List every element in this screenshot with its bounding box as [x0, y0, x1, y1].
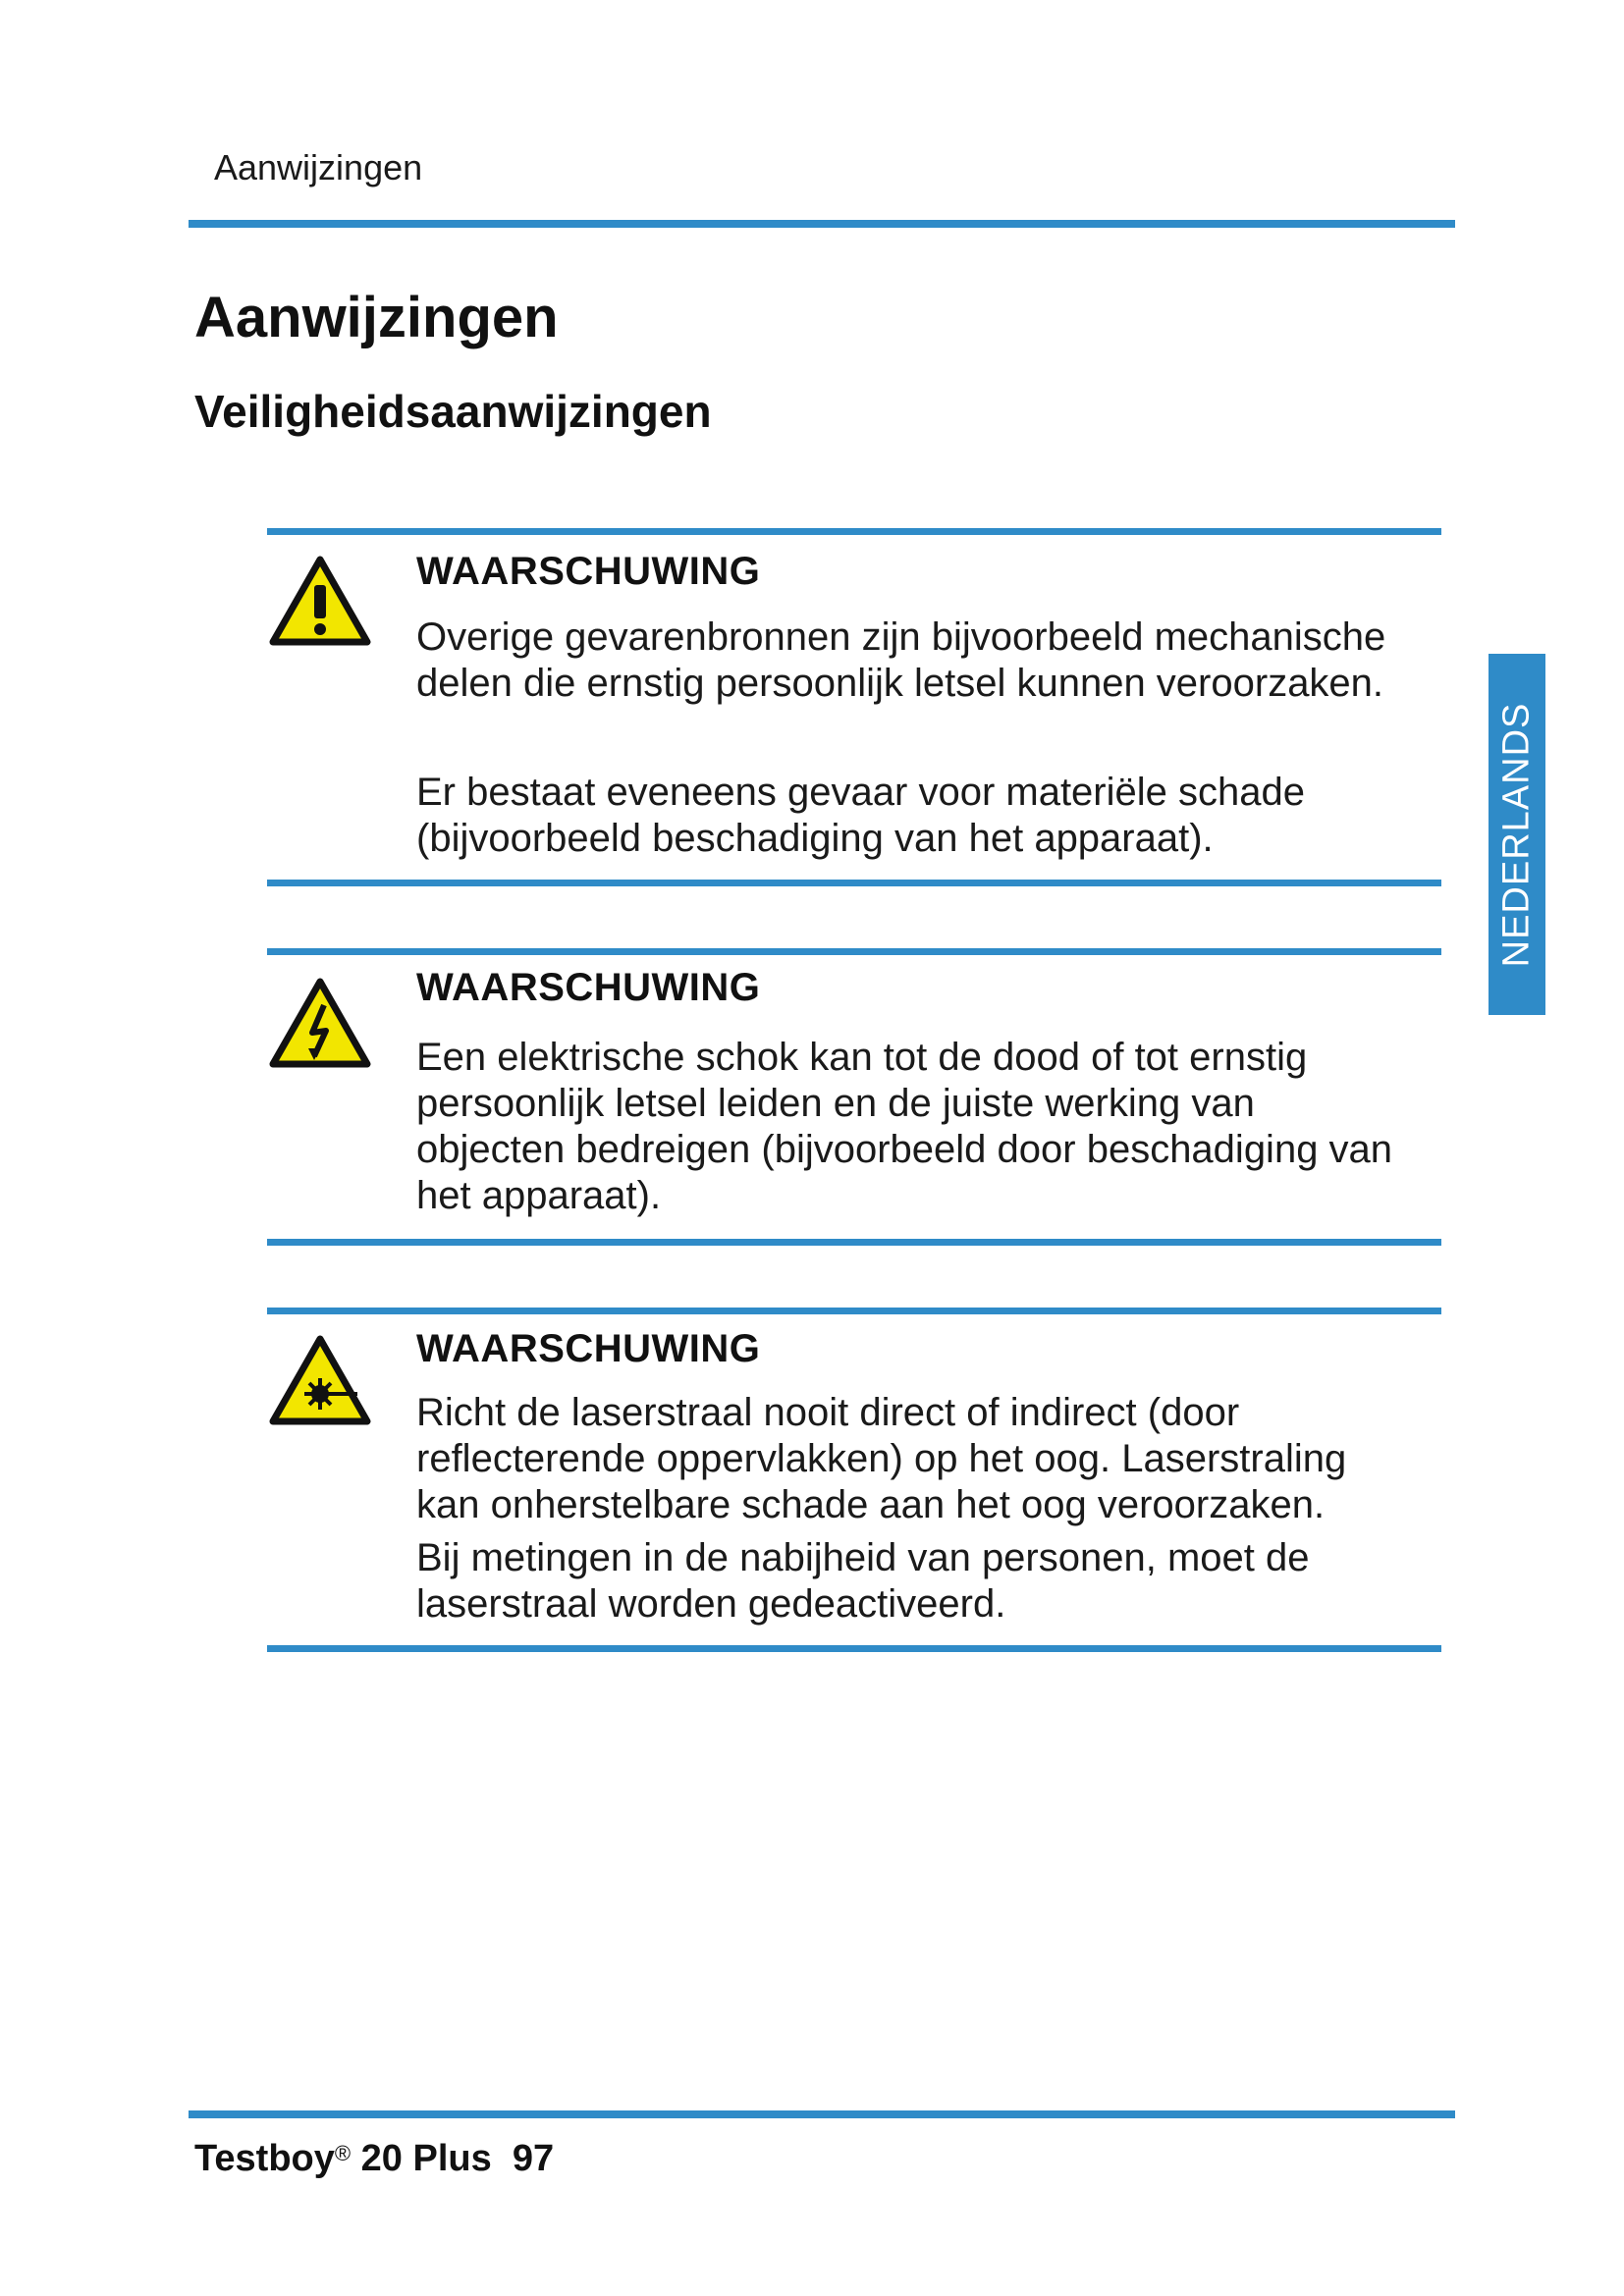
warning-box-electric [267, 948, 1441, 1255]
warning-title: WAARSCHUWING [416, 966, 761, 1009]
warning-top-rule [267, 528, 1441, 535]
language-label: NEDERLANDS [1495, 702, 1538, 967]
warning-top-rule [267, 948, 1441, 955]
warning-paragraph: Bij metingen in de nabijheid van personen, moet de laserstraal worden gedeactiveerd. [416, 1536, 1310, 1626]
general-warning-icon [269, 556, 371, 646]
warning-box-laser [267, 1308, 1441, 1661]
footer [194, 2138, 554, 2180]
warning-box-general [267, 528, 1441, 893]
warning-paragraph: Overige gevarenbronnen zijn bijvoorbeeld mechanische delen die ernstig persoonlijk letsel kunnen veroorzaken. [416, 615, 1386, 705]
header-rule [189, 220, 1455, 228]
running-header: Aanwijzingen [214, 147, 423, 187]
warning-title: WAARSCHUWING [416, 550, 761, 593]
warning-paragraph: Er bestaat eveneens gevaar voor materiële schade (bijvoorbeeld beschadiging van het apparaat). [416, 771, 1305, 860]
warning-bottom-rule [267, 1645, 1441, 1652]
page-title: Aanwijzingen [194, 286, 559, 349]
warning-title: WAARSCHUWING [416, 1327, 761, 1370]
electric-shock-warning-icon [269, 978, 371, 1068]
warning-top-rule [267, 1308, 1441, 1314]
registered-mark: ® [334, 2141, 352, 2165]
footer-model: 20 Plus [360, 2138, 492, 2179]
warning-paragraph: Richt de laserstraal nooit direct of indirect (door reflecterende oppervlakken) op het oog. Laserstraling kan onherstelbare schade aan het oog veroorzaken. [416, 1391, 1347, 1526]
footer-brand: Testboy [194, 2138, 335, 2179]
section-title: Veiligheidsaanwijzingen [194, 386, 712, 437]
page-number: 97 [512, 2138, 555, 2179]
warning-paragraph: Een elektrische schok kan tot de dood of tot ernstig persoonlijk letsel leiden en de juiste werking van objecten bedreigen (bijvoorbeeld door beschadiging van het apparaat). [416, 1036, 1393, 1217]
warning-bottom-rule [267, 880, 1441, 886]
footer-rule [189, 2110, 1455, 2118]
laser-warning-icon [269, 1335, 371, 1425]
language-side-tab [1489, 654, 1545, 1015]
warning-bottom-rule [267, 1239, 1441, 1246]
